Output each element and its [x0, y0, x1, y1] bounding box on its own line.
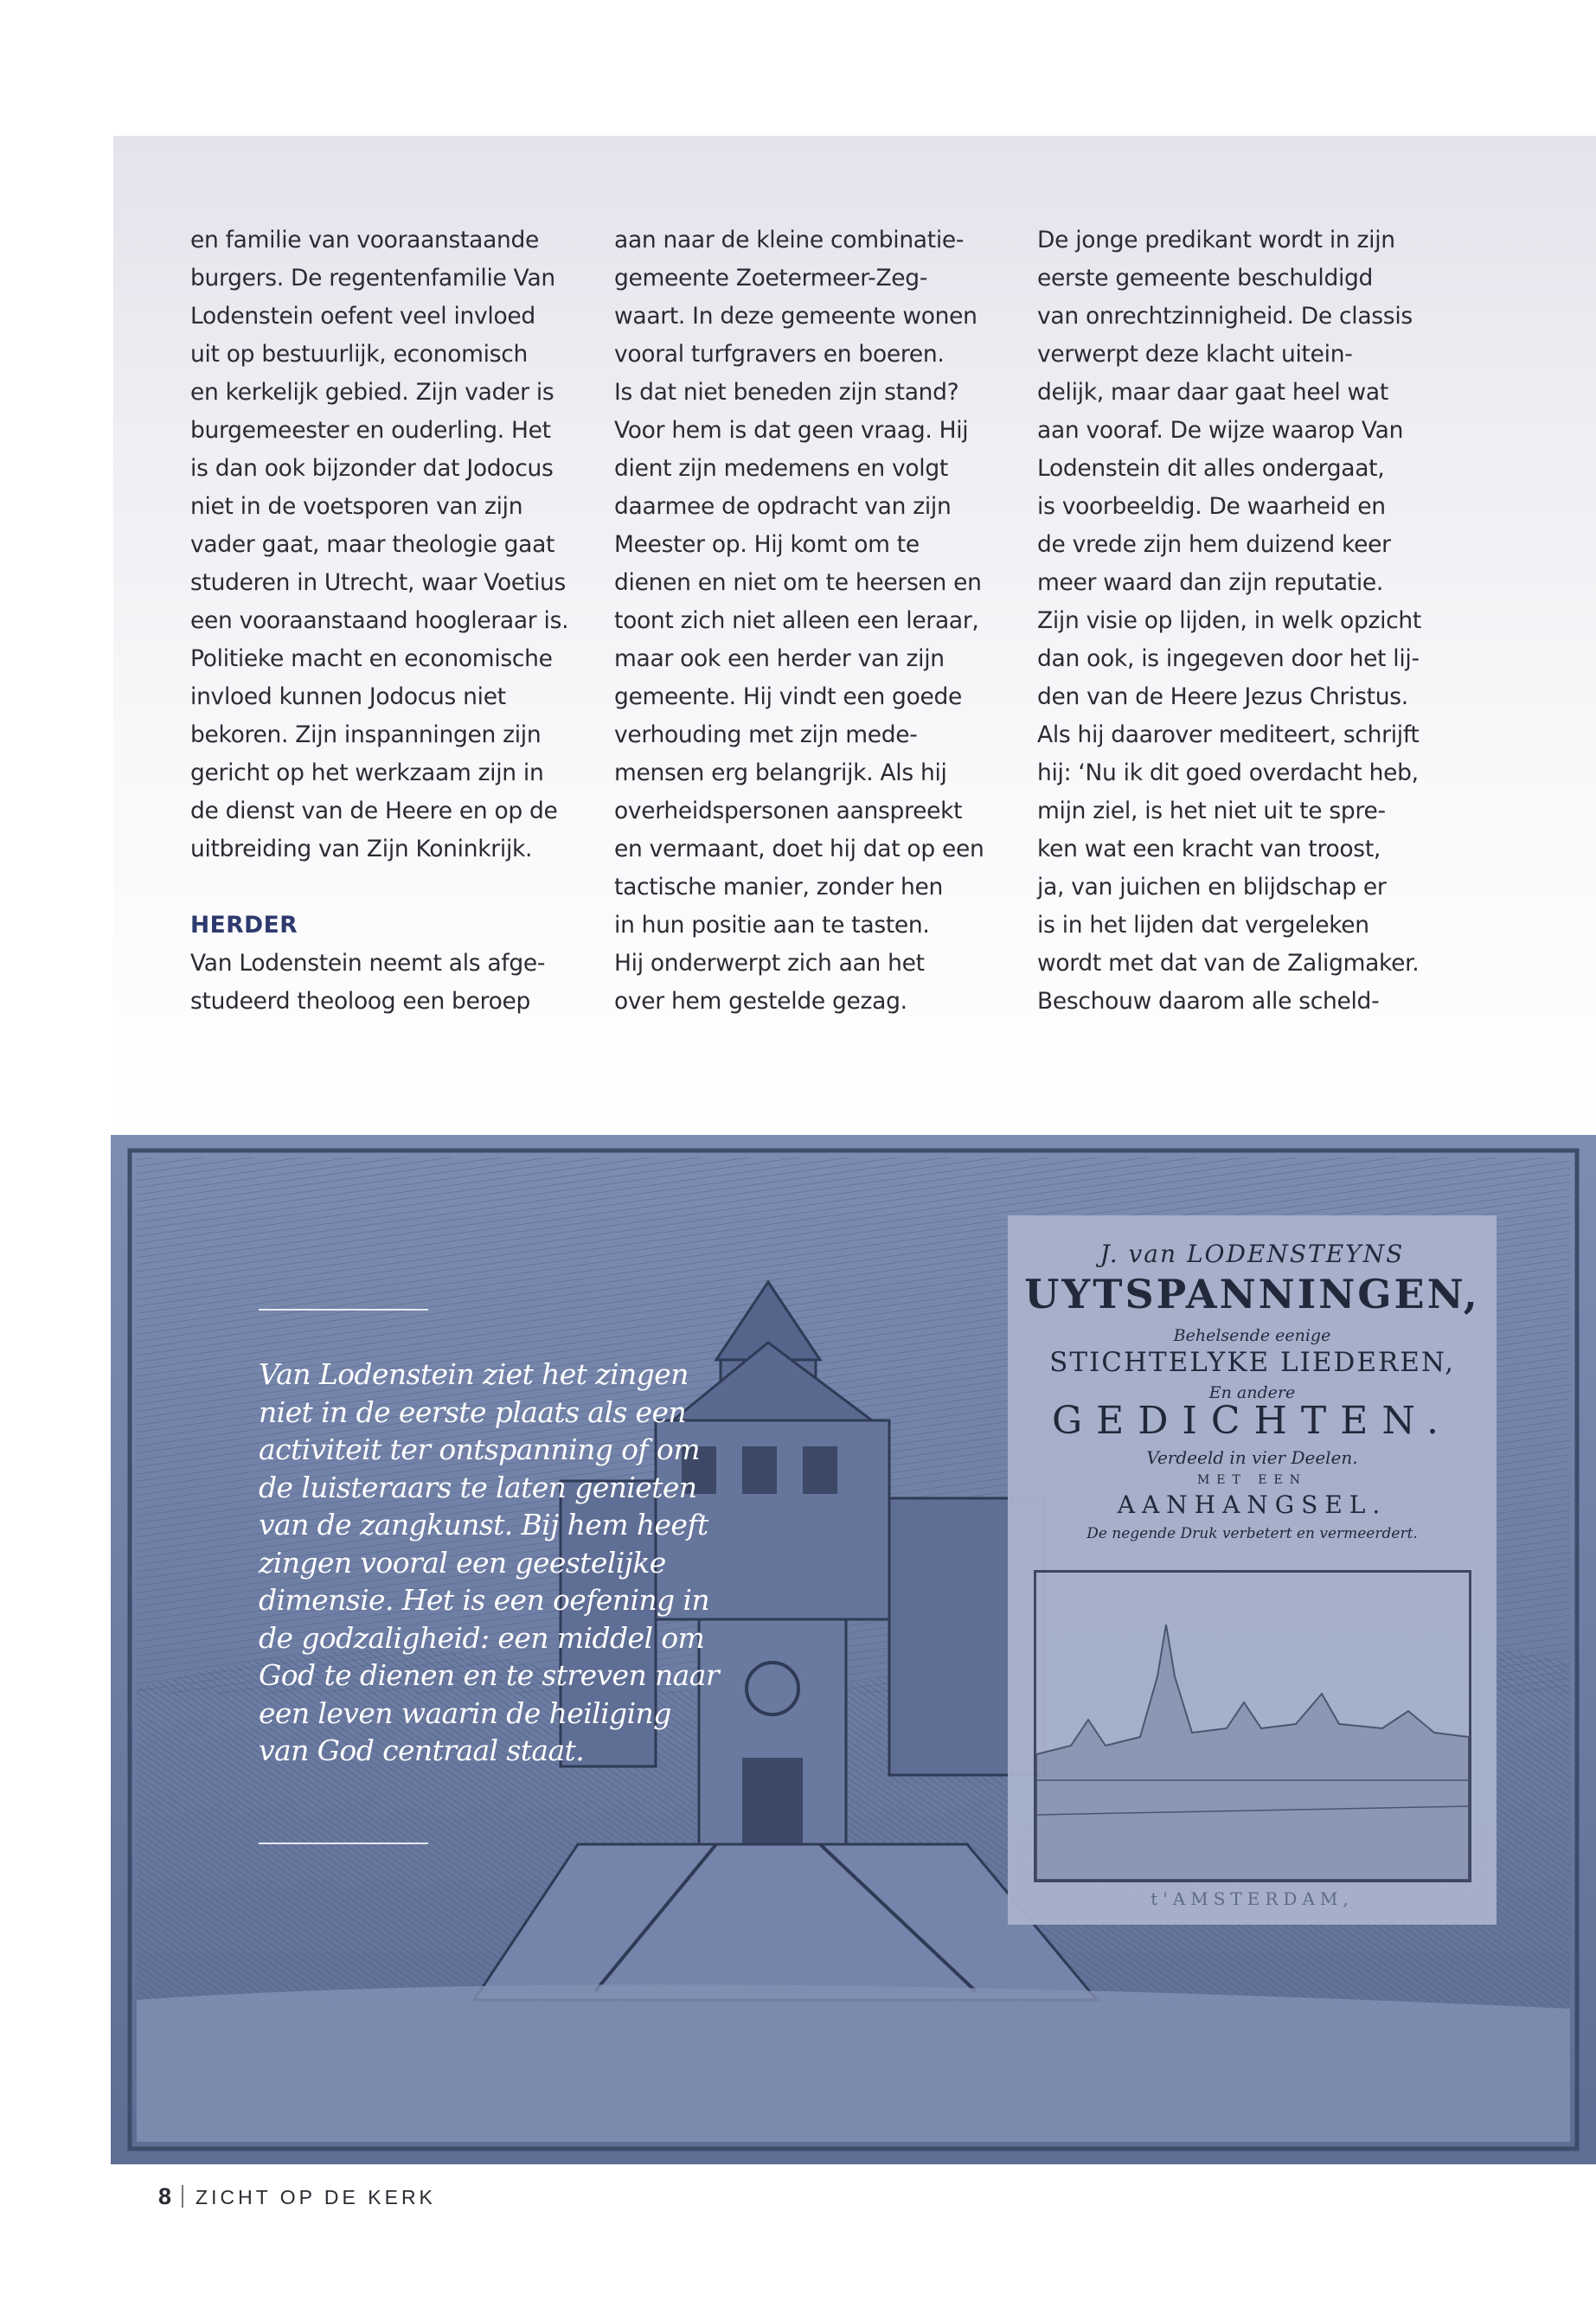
quote-line: niet in de eerste plaats als een	[259, 1394, 687, 1429]
text-line: niet in de voetsporen van zijn	[190, 493, 523, 520]
text-line: Beschouw daarom alle scheld-	[1037, 988, 1380, 1015]
quote-line: de luisteraars te laten genieten	[259, 1470, 697, 1504]
text-line: studeren in Utrecht, waar Voetius	[190, 569, 567, 596]
text-line: vooral turfgravers en boeren.	[614, 341, 945, 368]
text-line: waart. In deze gemeente wonen	[614, 303, 977, 330]
footer-divider	[182, 2185, 183, 2208]
text-line: Lodenstein oefent veel invloed	[190, 303, 535, 330]
text-line: Lodenstein dit alles ondergaat,	[1037, 455, 1385, 482]
text-line: aan vooraf. De wijze waarop Van	[1037, 417, 1404, 444]
ground	[137, 1984, 1570, 2142]
book-author: J. van LODENSTEYNS	[1099, 1240, 1405, 1268]
text-line: meer waard dan zijn reputatie.	[1037, 569, 1384, 596]
quote-line: God te dienen en te streven naar	[259, 1658, 720, 1692]
book-line: Behelsende eenige	[1173, 1326, 1331, 1345]
text-line: dienen en niet om te heersen en	[614, 569, 982, 596]
text-line: de vrede zijn hem duizend keer	[1037, 531, 1391, 558]
quote-rule-top	[259, 1309, 428, 1311]
text-line: wordt met dat van de Zaligmaker.	[1037, 950, 1420, 977]
text-line: toont zich niet alleen een leraar,	[614, 607, 979, 634]
text-line: is voorbeeldig. De waarheid en	[1037, 493, 1386, 520]
text-line: burgers. De regentenfamilie Van	[190, 265, 555, 292]
article-column-3	[1037, 221, 1435, 1021]
quote-line: Van Lodenstein ziet het zingen	[259, 1357, 689, 1391]
text-line: invloed kunnen Jodocus niet	[190, 683, 506, 710]
text-line: een vooraanstaand hoogleraar is.	[190, 607, 569, 634]
text-line: bekoren. Zijn inspanningen zijn	[190, 721, 542, 748]
book-line: Verdeeld in vier Deelen.	[1146, 1447, 1358, 1468]
book-line: De negende Druk verbetert en vermeerdert.	[1086, 1525, 1418, 1542]
text-line: dient zijn medemens en volgt	[614, 455, 948, 482]
quote-line: dimensie. Het is een oefening in	[259, 1583, 710, 1617]
text-line: is dan ook bijzonder dat Jodocus	[190, 455, 554, 482]
book-line: STICHTELYKE LIEDEREN,	[1049, 1347, 1455, 1378]
paragraph-gap	[190, 868, 588, 907]
book-line: GEDICHTEN.	[1051, 1399, 1453, 1443]
text-line: en kerkelijk gebied. Zijn vader is	[190, 379, 554, 406]
text-line: gericht op het werkzaam zijn in	[190, 760, 544, 786]
text-line: mensen erg belangrijk. Als hij	[614, 760, 947, 786]
text-line: over hem gestelde gezag.	[614, 988, 907, 1015]
pull-quote	[259, 1309, 743, 1770]
text-line: Van Lodenstein neemt als afge-	[190, 950, 546, 977]
text-line: en familie van vooraanstaande	[190, 227, 540, 253]
text-line: Meester op. Hij komt om te	[614, 531, 920, 558]
city-skyline-drawing	[1036, 1573, 1469, 1880]
text-line: uitbreiding van Zijn Koninkrijk.	[190, 836, 533, 862]
quote-rule-bottom	[259, 1843, 428, 1844]
text-line: Hij onderwerpt zich aan het	[614, 950, 925, 977]
text-line: in hun positie aan te tasten.	[614, 912, 930, 939]
text-line: verwerpt deze klacht uitein-	[1037, 341, 1353, 368]
text-line: eerste gemeente beschuldigd	[1037, 265, 1374, 292]
text-line: burgemeester en ouderling. Het	[190, 417, 551, 444]
text-line: ken wat een kracht van troost,	[1037, 836, 1381, 862]
quote-line: activiteit ter ontspanning of om	[259, 1433, 700, 1466]
quote-line: van God centraal staat.	[259, 1734, 585, 1767]
book-title: UYTSPANNINGEN,	[1024, 1271, 1480, 1317]
text-line: vader gaat, maar theologie gaat	[190, 531, 555, 558]
text-line: gemeente Zoetermeer-Zeg-	[614, 265, 928, 292]
book-line: En andere	[1208, 1383, 1296, 1402]
text-line: hij: ‘Nu ik dit goed overdacht heb,	[1037, 760, 1419, 786]
article-column-2	[614, 221, 1012, 1021]
text-line: den van de Heere Jezus Christus.	[1037, 683, 1408, 710]
text-line: uit op bestuurlijk, economisch	[190, 341, 528, 368]
text-line: en vermaant, doet hij dat op een	[614, 836, 984, 862]
text-line: van onrechtzinnigheid. De classis	[1037, 303, 1413, 330]
text-line: de dienst van de Heere en op de	[190, 798, 558, 824]
text-line: De jonge predikant wordt in zijn	[1037, 227, 1395, 253]
text-line: tactische manier, zonder hen	[614, 874, 943, 901]
article-column-1	[190, 221, 588, 1021]
text-line: Politieke macht en economische	[190, 645, 553, 672]
page-footer	[158, 2183, 436, 2210]
quote-line: van de zangkunst. Bij hem heeft	[259, 1508, 708, 1541]
quote-line: een leven waarin de heiliging	[259, 1695, 671, 1730]
page-number: 8	[158, 2183, 172, 2209]
text-line: studeerd theoloog een beroep	[190, 988, 531, 1015]
text-line: Voor hem is dat geen vraag. Hij	[614, 417, 969, 444]
book-imprint: t'AMSTERDAM,	[1151, 1888, 1354, 1909]
text-line: dan ook, is ingegeven door het lij-	[1037, 645, 1420, 672]
text-line: Is dat niet beneden zijn stand?	[614, 379, 959, 406]
quote-line: zingen vooral een geestelijke	[259, 1545, 666, 1580]
book-city-engraving	[1034, 1570, 1471, 1882]
text-line: delijk, maar daar gaat heel wat	[1037, 379, 1388, 406]
section-heading: HERDER	[190, 912, 298, 939]
text-line: overheidspersonen aanspreekt	[614, 798, 963, 824]
text-line: mijn ziel, is het niet uit te spre-	[1037, 798, 1386, 824]
book-line: MET EEN	[1196, 1473, 1308, 1487]
book-title-page	[1008, 1215, 1497, 1925]
text-line: daarmee de opdracht van zijn	[614, 493, 952, 520]
text-line: Zijn visie op lijden, in welk opzicht	[1037, 607, 1422, 634]
magazine-name: ZICHT OP DE KERK	[195, 2186, 436, 2208]
quote-text	[259, 1356, 743, 1770]
text-line: Als hij daarover mediteert, schrijft	[1037, 721, 1420, 748]
book-line: AANHANGSEL.	[1117, 1490, 1388, 1519]
text-line: is in het lijden dat vergeleken	[1037, 912, 1369, 939]
text-line: ja, van juichen en blijdschap er	[1037, 874, 1387, 901]
quote-line: de godzaligheid: een middel om	[259, 1620, 705, 1655]
text-line: verhouding met zijn mede-	[614, 721, 918, 748]
text-line: maar ook een herder van zijn	[614, 645, 945, 672]
text-line: gemeente. Hij vindt een goede	[614, 683, 963, 710]
text-line: aan naar de kleine combinatie-	[614, 227, 965, 253]
